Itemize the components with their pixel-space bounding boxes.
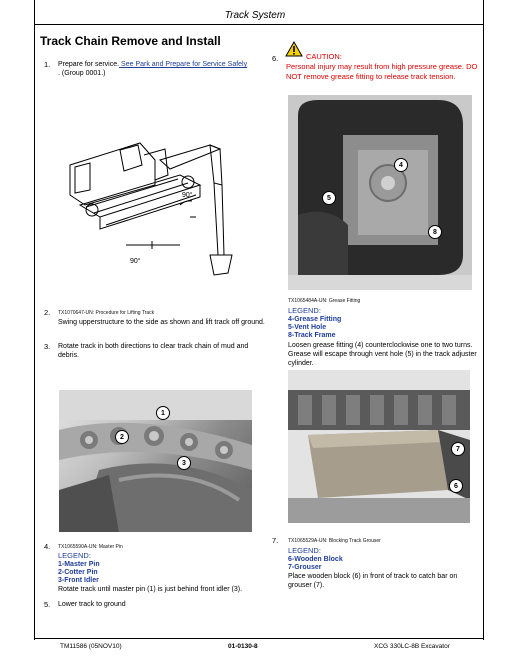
callout-1: 1 xyxy=(156,406,170,420)
master-pin-photo xyxy=(59,390,252,532)
angle-label-boom: 90° xyxy=(182,192,193,199)
warning-triangle-icon xyxy=(285,41,303,57)
callout-3: 3 xyxy=(177,456,191,470)
angle-label-base: 90° xyxy=(130,258,141,265)
caution-text: Personal injury may result from high pressure grease. DO NOT remove grease fitting to release track tension. xyxy=(286,62,478,81)
figure-caption-grease-fitting: TX1065484A-UN: Grease Fitting xyxy=(288,298,361,304)
step-1-number: 1. xyxy=(44,60,51,69)
figure-caption-lifting-track: TX1070647-UN: Procedure for Lifting Track xyxy=(58,310,155,316)
page-frame-right xyxy=(483,0,484,640)
step-6-number: 6. xyxy=(272,54,279,63)
grease-fitting-text: Loosen grease fitting (4) counterclockwise one to two turns. Grease will escape through vent hole (5) in the track adjuster cylinder. xyxy=(288,342,477,367)
legend-item-track-frame: 8-Track Frame xyxy=(288,332,336,339)
legend-item-cotter-pin: 2-Cotter Pin xyxy=(58,569,98,576)
legend-item-front-idler: 3-Front Idler xyxy=(58,577,99,584)
caution-label: CAUTION: xyxy=(306,52,342,61)
step-3-number: 3. xyxy=(44,342,51,351)
callout-5: 5 xyxy=(322,191,336,205)
legend-item-grease-fitting: 4-Grease Fitting xyxy=(288,316,342,323)
legend-item-wooden-block: 6-Wooden Block xyxy=(288,556,343,563)
footer-page-number: 01-0130-8 xyxy=(228,643,258,650)
legend-title-master-pin: LEGEND: xyxy=(58,551,91,560)
section-title: Track Chain Remove and Install xyxy=(40,34,221,48)
footer-rule xyxy=(34,638,484,639)
step-4-number: 4. xyxy=(44,542,51,551)
step-3-text: Rotate track in both directions to clear track chain of mud and debris. xyxy=(58,343,249,359)
legend-title-grease-fitting: LEGEND: xyxy=(288,306,321,315)
figure-caption-blocking-grouser: TX1065529A-UN: Blocking Track Grouser xyxy=(288,538,381,544)
step-1-text-before: Prepare for service. xyxy=(58,61,120,68)
park-and-prepare-link[interactable]: See Park and Prepare for Service Safely xyxy=(119,61,248,68)
step-7-number: 7. xyxy=(272,536,279,545)
step-5-text: Lower track to ground xyxy=(58,601,126,608)
step-5-number: 5. xyxy=(44,600,51,609)
footer-product-name: XCG 330LC-8B Excavator xyxy=(374,643,450,650)
step-4-text: Rotate track until master pin (1) is just behind front idler (3). xyxy=(58,586,243,593)
callout-7: 7 xyxy=(451,442,465,456)
footer-doc-id: TM11586 (05NOV10) xyxy=(60,643,122,650)
page-header-title: Track System xyxy=(224,10,286,21)
step-7-text: Place wooden block (6) in front of track to catch bar on grouser (7). xyxy=(288,573,458,589)
legend-title-grouser: LEGEND: xyxy=(288,546,321,555)
page-frame-left xyxy=(34,0,35,640)
step-1-text xyxy=(58,60,268,78)
step-1-text-after: . (Group 0001.) xyxy=(58,70,106,77)
step-2-text: Swing upperstructure to the side as shown and lift track off ground. xyxy=(58,319,265,326)
legend-item-master-pin: 1-Master Pin xyxy=(58,561,100,568)
figure-caption-master-pin: TX1065590A-UN: Master Pin xyxy=(58,544,123,550)
blocking-track-grouser-photo xyxy=(288,370,470,523)
legend-item-grouser: 7-Grouser xyxy=(288,564,322,571)
header-rule xyxy=(34,24,484,25)
legend-item-vent-hole: 5-Vent Hole xyxy=(288,324,327,331)
callout-8: 8 xyxy=(428,225,442,239)
step-2-number: 2. xyxy=(44,308,51,317)
callout-4: 4 xyxy=(394,158,408,172)
callout-6: 6 xyxy=(449,479,463,493)
grease-fitting-photo xyxy=(288,95,472,290)
excavator-lift-diagram xyxy=(60,105,270,285)
callout-2: 2 xyxy=(115,430,129,444)
